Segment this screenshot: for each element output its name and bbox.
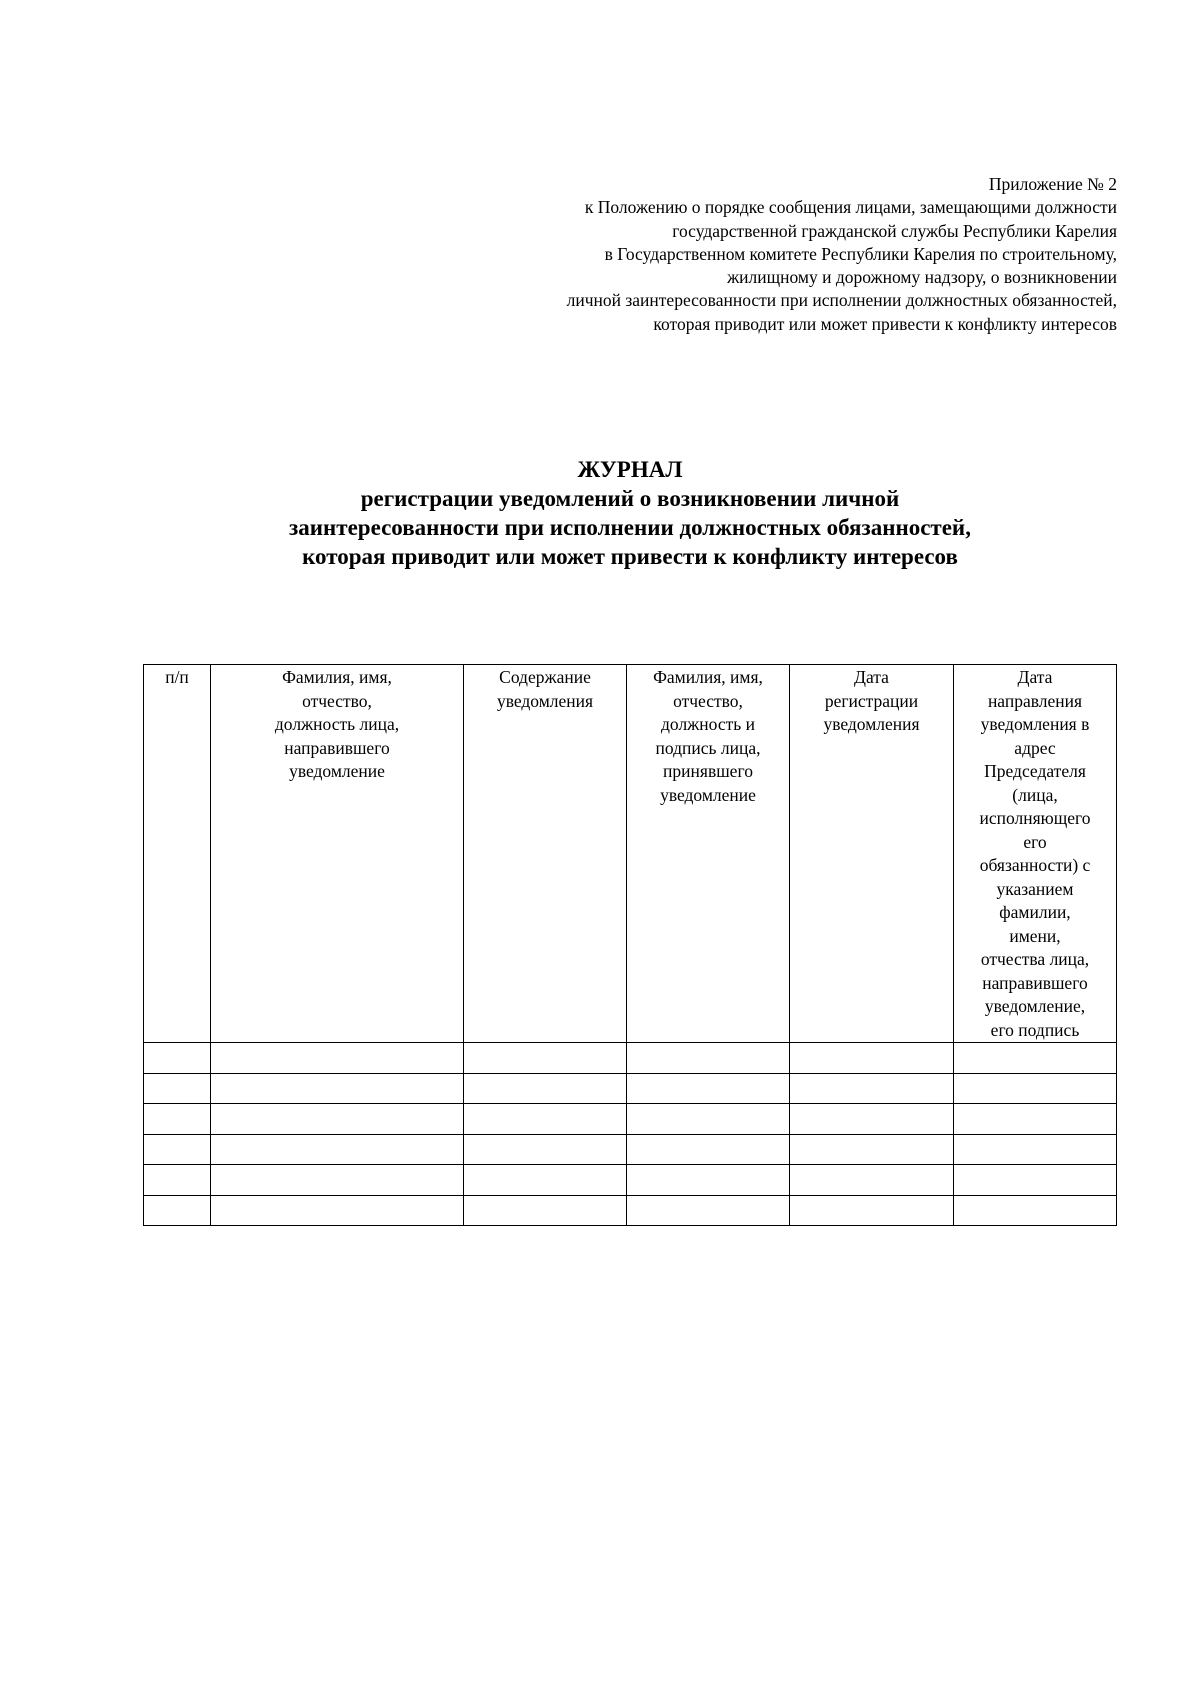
journal-title-line: которая приводит или может привести к конфликту интересов bbox=[302, 544, 958, 569]
column-header-line: Фамилия, имя, bbox=[282, 667, 392, 687]
table-cell bbox=[790, 1195, 954, 1226]
table-cell bbox=[211, 1104, 464, 1135]
column-header-line: регистрации bbox=[824, 690, 919, 711]
column-header-line: уведомления bbox=[496, 690, 594, 711]
appendix-line: к Положению о порядке сообщения лицами, замещающими должности bbox=[584, 197, 1117, 218]
column-header-line: подпись лица, bbox=[655, 737, 761, 758]
column-header-line: исполняющего bbox=[979, 808, 1091, 828]
column-header-line: уведомление bbox=[660, 784, 756, 805]
column-header-line: Фамилия, имя, bbox=[653, 667, 763, 687]
table-cell bbox=[954, 1104, 1117, 1135]
table-cell bbox=[627, 1134, 790, 1165]
table-row bbox=[144, 1104, 1117, 1135]
appendix-line: Приложение № 2 bbox=[988, 174, 1117, 194]
table-cell bbox=[464, 1195, 627, 1226]
journal-title bbox=[0, 455, 1200, 571]
column-header bbox=[144, 665, 211, 1043]
table-cell bbox=[144, 1104, 211, 1135]
table-cell bbox=[211, 1195, 464, 1226]
column-header bbox=[627, 665, 790, 1043]
column-header-line: его bbox=[1023, 831, 1047, 852]
column-header-line: направившего bbox=[982, 972, 1088, 993]
table-cell bbox=[954, 1043, 1117, 1074]
column-header-line: обязанности) с bbox=[979, 855, 1091, 875]
column-header bbox=[464, 665, 627, 1043]
table-cell bbox=[790, 1165, 954, 1196]
table-row bbox=[144, 1195, 1117, 1226]
column-header-line: уведомления в bbox=[980, 714, 1090, 734]
column-header-line: Дата bbox=[1017, 667, 1053, 687]
table-body bbox=[144, 1043, 1117, 1226]
column-header-line: уведомление, bbox=[984, 996, 1086, 1016]
column-header-line: отчества лица, bbox=[980, 949, 1090, 969]
table-cell bbox=[144, 1165, 211, 1196]
table-cell bbox=[144, 1195, 211, 1226]
column-header-line: его подпись bbox=[990, 1019, 1080, 1040]
appendix-block bbox=[417, 173, 1117, 336]
journal-title-line: заинтересованности при исполнении должностных обязанностей, bbox=[289, 515, 971, 540]
journal-title-line: регистрации уведомлений о возникновении личной bbox=[360, 486, 900, 511]
column-header-line: фамилии, bbox=[999, 902, 1071, 922]
column-header bbox=[211, 665, 464, 1043]
table-cell bbox=[144, 1073, 211, 1104]
table-cell bbox=[627, 1104, 790, 1135]
column-header-line: Дата bbox=[854, 667, 889, 687]
column-header-line: принявшего bbox=[663, 761, 753, 781]
appendix-line: которая приводит или может привести к конфликту интересов bbox=[653, 313, 1117, 334]
table-cell bbox=[211, 1073, 464, 1104]
table-cell bbox=[464, 1043, 627, 1074]
table-cell bbox=[790, 1104, 954, 1135]
column-header-line: должность лица, bbox=[274, 714, 400, 734]
table-cell bbox=[627, 1073, 790, 1104]
column-header-line: п/п bbox=[165, 667, 189, 687]
column-header-line: уведомление bbox=[289, 761, 385, 781]
table-cell bbox=[790, 1043, 954, 1074]
column-header-line: указанием bbox=[996, 878, 1074, 899]
table-cell bbox=[211, 1134, 464, 1165]
column-header bbox=[954, 665, 1117, 1043]
appendix-line: личной заинтересованности при исполнении должностных обязанностей, bbox=[566, 290, 1117, 311]
table-cell bbox=[627, 1165, 790, 1196]
appendix-line: государственной гражданской службы Республики Карелия bbox=[672, 220, 1117, 241]
column-header-line: отчество, bbox=[302, 690, 372, 711]
column-header-line: направления bbox=[987, 690, 1083, 711]
table-cell bbox=[627, 1043, 790, 1074]
table-cell bbox=[954, 1195, 1117, 1226]
appendix-line: в Государственном комитете Республики Карелия по строительному, bbox=[604, 243, 1117, 264]
table-cell bbox=[144, 1043, 211, 1074]
column-header-line: Содержание bbox=[499, 667, 591, 687]
table-cell bbox=[464, 1073, 627, 1104]
column-header-line: Председателя bbox=[984, 761, 1086, 781]
table-cell bbox=[211, 1165, 464, 1196]
column-header-line: имени, bbox=[1009, 925, 1061, 946]
table-row bbox=[144, 1165, 1117, 1196]
column-header-line: адрес bbox=[1014, 737, 1056, 758]
table-cell bbox=[211, 1043, 464, 1074]
table-cell bbox=[954, 1134, 1117, 1165]
journal-title-line: ЖУРНАЛ bbox=[577, 457, 683, 482]
table-cell bbox=[464, 1165, 627, 1196]
column-header bbox=[790, 665, 954, 1043]
table-row bbox=[144, 1043, 1117, 1074]
table-cell bbox=[790, 1073, 954, 1104]
column-header-line: отчество, bbox=[673, 690, 743, 711]
table-cell bbox=[954, 1073, 1117, 1104]
column-header-line: должность и bbox=[661, 714, 755, 734]
table-cell bbox=[464, 1104, 627, 1135]
column-header-line: (лица, bbox=[1012, 784, 1058, 805]
table-cell bbox=[954, 1165, 1117, 1196]
table-row bbox=[144, 1073, 1117, 1104]
table-cell bbox=[627, 1195, 790, 1226]
appendix-line: жилищному и дорожному надзору, о возникновении bbox=[727, 267, 1117, 288]
journal-table bbox=[143, 664, 1117, 1226]
table-cell bbox=[464, 1134, 627, 1165]
table-row bbox=[144, 1134, 1117, 1165]
column-header-line: направившего bbox=[284, 737, 390, 758]
column-header-line: уведомления bbox=[823, 714, 920, 734]
table-cell bbox=[790, 1134, 954, 1165]
table-cell bbox=[144, 1134, 211, 1165]
table-header-row bbox=[144, 665, 1117, 1043]
